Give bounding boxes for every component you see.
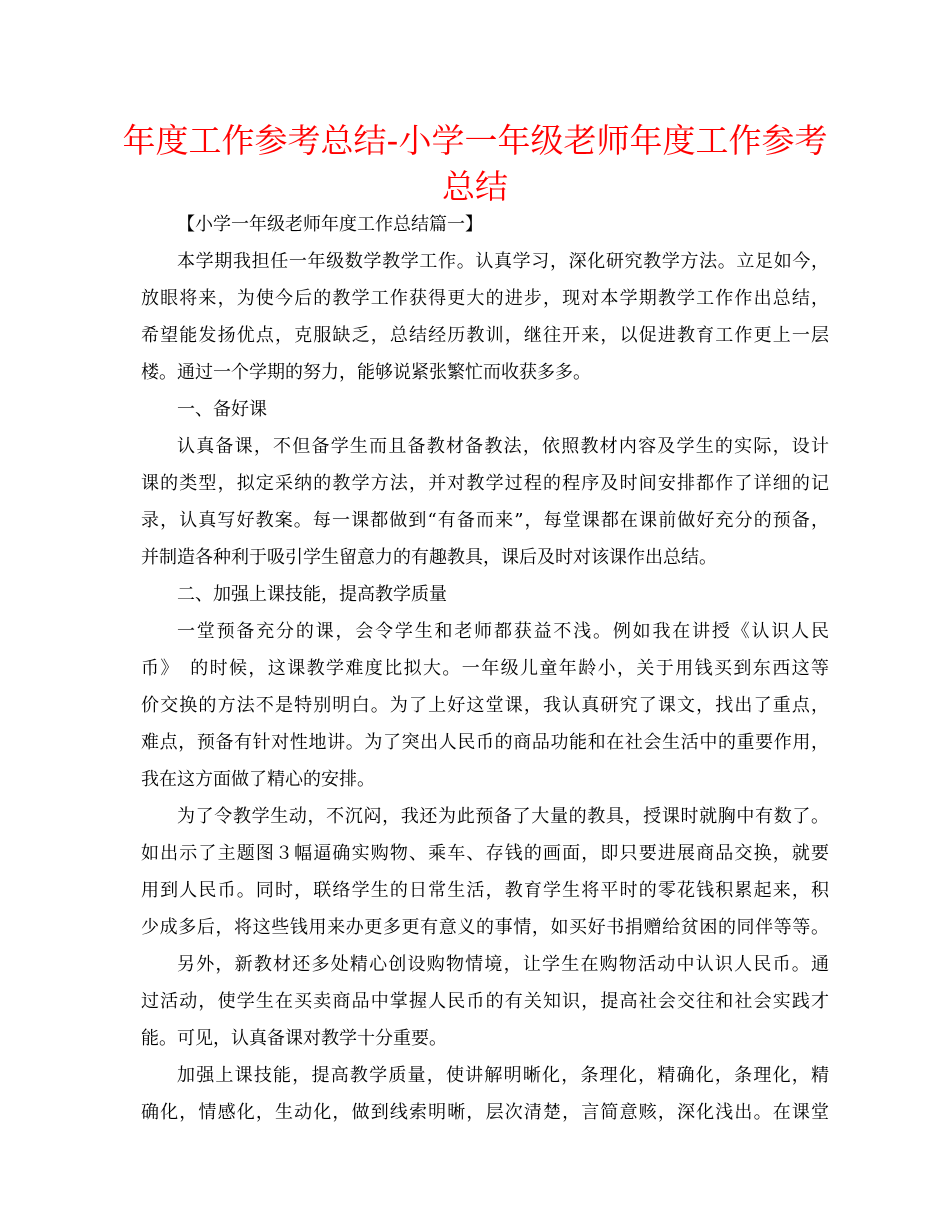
- text-line: 放眼将来，为使今后的教学工作获得更大的进步，现对本学期教学工作作出总结，: [141, 288, 829, 309]
- section-heading: 【小学一年级老师年度工作总结篇一】: [177, 214, 483, 235]
- text-line: 能。可见，认真备课对教学十分重要。: [141, 1028, 447, 1049]
- text-line: 确化，情感化，生动化，做到线索明晰，层次清楚，言简意赅，深化浅出。在课堂: [141, 1102, 829, 1123]
- text-line: 少成多后，将这些钱用来办更多更有意义的事情，如买好书捐赠给贫困的同伴等等。: [141, 917, 829, 938]
- document-title-line-1: 年度工作参考总结-小学一年级老师年度工作参考: [122, 121, 828, 160]
- text-line: 一堂预备充分的课，会令学生和老师都获益不浅。例如我在讲授《认识人民: [177, 621, 829, 642]
- text-line: 价交换的方法不是特别明白。为了上好这堂课，我认真研究了课文，找出了重点，: [141, 695, 829, 716]
- text-line: 如出示了主题图３幅逼确实购物、乘车、存钱的画面，即只要进展商品交换，就要: [141, 843, 829, 864]
- text-line: 希望能发扬优点，克服缺乏，总结经历教训，继往开来，以促进教育工作更上一层: [141, 325, 829, 346]
- text-line: 并制造各种利于吸引学生留意力的有趣教具，课后及时对该课作出总结。: [141, 547, 717, 568]
- text-line: 为了令教学生动，不沉闷，我还为此预备了大量的教具，授课时就胸中有数了。: [177, 806, 829, 827]
- text-line: 过活动，使学生在买卖商品中掌握人民币的有关知识，提高社会交往和社会实践才: [141, 991, 829, 1012]
- text-line: 认真备课，不但备学生而且备教材备教法，依照教材内容及学生的实际，设计: [177, 436, 829, 457]
- text-line: 用到人民币。同时，联络学生的日常生活，教育学生将平时的零花钱积累起来，积: [141, 880, 829, 901]
- document-body: [141, 206, 829, 1131]
- text-line: 币》 的时候，这课教学难度比拟大。一年级儿童年龄小，关于用钱买到东西这等: [141, 658, 829, 679]
- text-line: 另外，新教材还多处精心创设购物情境，让学生在购物活动中认识人民币。通: [177, 954, 829, 975]
- text-line: 录，认真写好教案。每一课都做到“有备而来”，每堂课都在课前做好充分的预备，: [141, 510, 829, 531]
- text-line: 课的类型，拟定采纳的教学方法，并对教学过程的程序及时间安排都作了详细的记: [141, 473, 829, 494]
- document-title-line-2: 总结: [442, 167, 508, 206]
- text-line: 加强上课技能，提高教学质量，使讲解明晰化，条理化，精确化，条理化，精: [177, 1065, 829, 1086]
- text-line: 难点，预备有针对性地讲。为了突出人民币的商品功能和在社会生活中的重要作用，: [141, 732, 829, 753]
- text-line: 楼。通过一个学期的努力，能够说紧张繁忙而收获多多。: [141, 362, 591, 383]
- text-line: 本学期我担任一年级数学教学工作。认真学习，深化研究教学方法。立足如今，: [177, 251, 829, 272]
- section-heading: 二、加强上课技能，提高教学质量: [177, 584, 447, 605]
- text-line: 我在这方面做了精心的安排。: [141, 769, 375, 790]
- section-heading: 一、备好课: [177, 399, 267, 420]
